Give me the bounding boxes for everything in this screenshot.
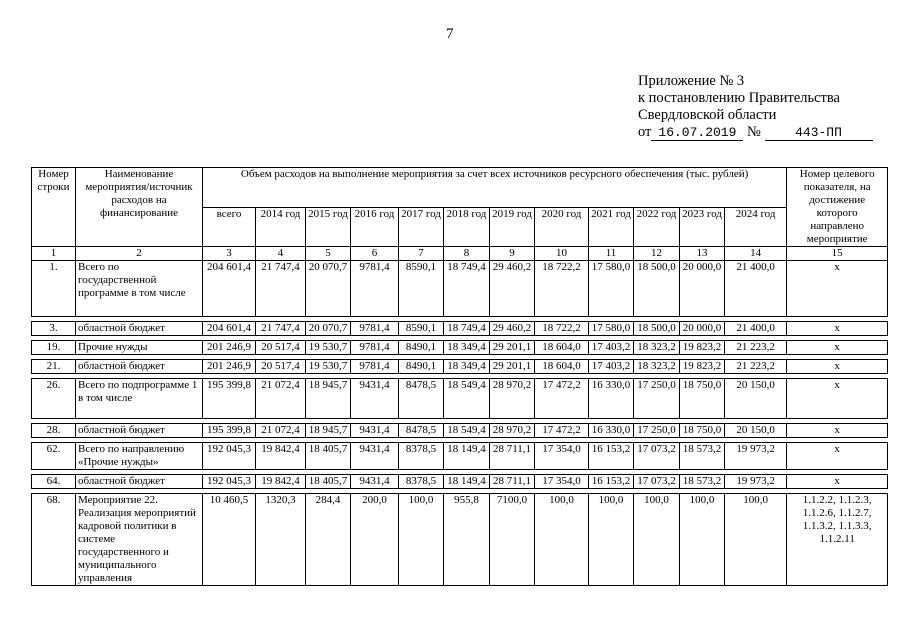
row-value: 18 604,0 bbox=[535, 360, 589, 374]
row-value: 19 973,2 bbox=[725, 443, 787, 470]
table-row bbox=[32, 424, 888, 438]
row-value: 28 711,1 bbox=[490, 475, 535, 489]
page-number: 7 bbox=[446, 26, 454, 42]
row-value: 21 400,0 bbox=[725, 261, 787, 317]
header-year: 2024 год bbox=[725, 207, 787, 247]
column-number: 11 bbox=[589, 247, 634, 261]
row-value: 9781,4 bbox=[351, 341, 399, 355]
header-year: 2020 год bbox=[535, 207, 589, 247]
header-year: 2016 год bbox=[351, 207, 399, 247]
row-number: 62. bbox=[32, 443, 76, 470]
row-value: 17 354,0 bbox=[535, 475, 589, 489]
row-value: 17 580,0 bbox=[589, 322, 634, 336]
row-number: 28. bbox=[32, 424, 76, 438]
table-row bbox=[32, 379, 888, 419]
row-value: 18 500,0 bbox=[634, 261, 680, 317]
row-name: Всего по направлению «Прочие нужды» bbox=[76, 443, 203, 470]
row-value: 1320,3 bbox=[256, 494, 306, 586]
row-value: 195 399,8 bbox=[203, 424, 256, 438]
row-value: 204 601,4 bbox=[203, 261, 256, 317]
row-value: 18 722,2 bbox=[535, 322, 589, 336]
column-number: 6 bbox=[351, 247, 399, 261]
number-prefix: № bbox=[747, 124, 761, 140]
row-value: 19 973,2 bbox=[725, 475, 787, 489]
row-value: 17 073,2 bbox=[634, 443, 680, 470]
row-value: 18 573,2 bbox=[680, 475, 725, 489]
table-row bbox=[32, 360, 888, 374]
expenditure-table bbox=[31, 167, 888, 586]
row-target: x bbox=[787, 322, 888, 336]
row-value: 20 000,0 bbox=[680, 261, 725, 317]
row-value: 8590,1 bbox=[399, 261, 444, 317]
row-value: 7100,0 bbox=[490, 494, 535, 586]
row-value: 100,0 bbox=[680, 494, 725, 586]
row-value: 18 405,7 bbox=[306, 475, 351, 489]
appendix-line2: к постановлению Правительства bbox=[638, 90, 840, 106]
header-year: 2015 год bbox=[306, 207, 351, 247]
column-number: 5 bbox=[306, 247, 351, 261]
row-name: областной бюджет bbox=[76, 475, 203, 489]
table-row bbox=[32, 494, 888, 586]
row-value: 18 405,7 bbox=[306, 443, 351, 470]
row-value: 17 472,2 bbox=[535, 379, 589, 419]
row-number: 3. bbox=[32, 322, 76, 336]
row-value: 284,4 bbox=[306, 494, 351, 586]
row-value: 29 201,1 bbox=[490, 360, 535, 374]
row-value: 17 250,0 bbox=[634, 424, 680, 438]
row-value: 8478,5 bbox=[399, 379, 444, 419]
row-value: 100,0 bbox=[725, 494, 787, 586]
row-value: 20 070,7 bbox=[306, 261, 351, 317]
header-year: 2018 год bbox=[444, 207, 490, 247]
table-row bbox=[32, 322, 888, 336]
row-name: Всего по государственной программе в том числе bbox=[76, 261, 203, 317]
row-number: 21. bbox=[32, 360, 76, 374]
row-value: 18 945,7 bbox=[306, 379, 351, 419]
row-value: 16 330,0 bbox=[589, 379, 634, 419]
row-value: 28 970,2 bbox=[490, 379, 535, 419]
row-value: 200,0 bbox=[351, 494, 399, 586]
row-value: 100,0 bbox=[399, 494, 444, 586]
header-year: 2023 год bbox=[680, 207, 725, 247]
header-name: Наименование мероприятия/источник расходов на финансирование bbox=[76, 168, 203, 247]
header-row-number: Номер строки bbox=[32, 168, 76, 247]
column-number: 10 bbox=[535, 247, 589, 261]
row-value: 17 250,0 bbox=[634, 379, 680, 419]
row-number: 64. bbox=[32, 475, 76, 489]
row-value: 18 349,4 bbox=[444, 360, 490, 374]
row-value: 19 530,7 bbox=[306, 341, 351, 355]
row-number: 68. bbox=[32, 494, 76, 586]
column-number: 3 bbox=[203, 247, 256, 261]
row-target: x bbox=[787, 341, 888, 355]
header-volume: Объем расходов на выполнение мероприятия за счет всех источников ресурсного обеспечения (тыс. рублей) bbox=[203, 168, 787, 208]
row-name: Всего по подпрограмме 1 в том числе bbox=[76, 379, 203, 419]
row-value: 18 722,2 bbox=[535, 261, 589, 317]
row-value: 201 246,9 bbox=[203, 341, 256, 355]
row-value: 20 150,0 bbox=[725, 379, 787, 419]
row-value: 18 573,2 bbox=[680, 443, 725, 470]
row-value: 955,8 bbox=[444, 494, 490, 586]
row-value: 9431,4 bbox=[351, 379, 399, 419]
header-year: 2014 год bbox=[256, 207, 306, 247]
row-name: областной бюджет bbox=[76, 322, 203, 336]
row-value: 20 070,7 bbox=[306, 322, 351, 336]
row-value: 8490,1 bbox=[399, 341, 444, 355]
row-number: 1. bbox=[32, 261, 76, 317]
row-value: 29 460,2 bbox=[490, 322, 535, 336]
row-value: 17 472,2 bbox=[535, 424, 589, 438]
row-value: 20 517,4 bbox=[256, 341, 306, 355]
header-year: 2019 год bbox=[490, 207, 535, 247]
row-target: x bbox=[787, 475, 888, 489]
row-value: 16 330,0 bbox=[589, 424, 634, 438]
row-target: 1.1.2.2, 1.1.2.3, 1.1.2.6, 1.1.2.7, 1.1.3.2, 1.1.3.3, 1.1.2.11 bbox=[787, 494, 888, 586]
row-value: 21 400,0 bbox=[725, 322, 787, 336]
row-value: 10 460,5 bbox=[203, 494, 256, 586]
row-value: 19 823,2 bbox=[680, 341, 725, 355]
decree-date: 16.07.2019 bbox=[651, 125, 743, 141]
column-number: 4 bbox=[256, 247, 306, 261]
column-number: 13 bbox=[680, 247, 725, 261]
row-value: 18 750,0 bbox=[680, 379, 725, 419]
row-name: Мероприятие 22. Реализация мероприятий кадровой политики в системе государственного и муниципального управления bbox=[76, 494, 203, 586]
row-value: 18 549,4 bbox=[444, 424, 490, 438]
row-value: 18 149,4 bbox=[444, 475, 490, 489]
row-value: 21 747,4 bbox=[256, 322, 306, 336]
row-value: 17 403,2 bbox=[589, 360, 634, 374]
row-value: 19 823,2 bbox=[680, 360, 725, 374]
row-value: 28 711,1 bbox=[490, 443, 535, 470]
appendix-block bbox=[638, 73, 888, 141]
row-value: 18 149,4 bbox=[444, 443, 490, 470]
row-value: 18 323,2 bbox=[634, 341, 680, 355]
header-year: 2022 год bbox=[634, 207, 680, 247]
row-value: 18 749,4 bbox=[444, 261, 490, 317]
row-value: 20 150,0 bbox=[725, 424, 787, 438]
header-year: 2017 год bbox=[399, 207, 444, 247]
row-target: x bbox=[787, 424, 888, 438]
row-value: 17 073,2 bbox=[634, 475, 680, 489]
row-value: 9431,4 bbox=[351, 424, 399, 438]
row-value: 9431,4 bbox=[351, 475, 399, 489]
appendix-line3: Свердловской области bbox=[638, 107, 777, 123]
row-value: 8590,1 bbox=[399, 322, 444, 336]
column-number: 12 bbox=[634, 247, 680, 261]
row-value: 29 460,2 bbox=[490, 261, 535, 317]
row-value: 19 842,4 bbox=[256, 443, 306, 470]
row-value: 18 749,4 bbox=[444, 322, 490, 336]
row-value: 18 349,4 bbox=[444, 341, 490, 355]
row-target: x bbox=[787, 443, 888, 470]
column-number: 7 bbox=[399, 247, 444, 261]
row-name: Прочие нужды bbox=[76, 341, 203, 355]
row-target: x bbox=[787, 379, 888, 419]
appendix-date-line bbox=[638, 124, 888, 141]
row-value: 21 072,4 bbox=[256, 379, 306, 419]
header-target: Номер целевого показателя, на достижение которого направлено мероприятие bbox=[787, 168, 888, 247]
row-value: 18 945,7 bbox=[306, 424, 351, 438]
row-value: 20 000,0 bbox=[680, 322, 725, 336]
row-value: 8378,5 bbox=[399, 475, 444, 489]
row-value: 16 153,2 bbox=[589, 475, 634, 489]
header-year: 2021 год bbox=[589, 207, 634, 247]
row-value: 16 153,2 bbox=[589, 443, 634, 470]
row-value: 19 842,4 bbox=[256, 475, 306, 489]
column-number: 8 bbox=[444, 247, 490, 261]
row-value: 100,0 bbox=[634, 494, 680, 586]
row-value: 21 223,2 bbox=[725, 360, 787, 374]
row-number: 26. bbox=[32, 379, 76, 419]
column-number: 2 bbox=[76, 247, 203, 261]
decree-number: 443-ПП bbox=[765, 125, 873, 141]
row-name: областной бюджет bbox=[76, 424, 203, 438]
row-value: 18 500,0 bbox=[634, 322, 680, 336]
column-number: 1 bbox=[32, 247, 76, 261]
appendix-line1: Приложение № 3 bbox=[638, 73, 745, 89]
row-value: 8490,1 bbox=[399, 360, 444, 374]
row-value: 204 601,4 bbox=[203, 322, 256, 336]
row-value: 19 530,7 bbox=[306, 360, 351, 374]
row-value: 192 045,3 bbox=[203, 475, 256, 489]
row-value: 195 399,8 bbox=[203, 379, 256, 419]
row-value: 201 246,9 bbox=[203, 360, 256, 374]
column-number: 14 bbox=[725, 247, 787, 261]
row-value: 17 403,2 bbox=[589, 341, 634, 355]
row-value: 100,0 bbox=[535, 494, 589, 586]
row-value: 29 201,1 bbox=[490, 341, 535, 355]
row-value: 8378,5 bbox=[399, 443, 444, 470]
row-value: 18 549,4 bbox=[444, 379, 490, 419]
row-value: 9781,4 bbox=[351, 322, 399, 336]
row-value: 20 517,4 bbox=[256, 360, 306, 374]
row-value: 28 970,2 bbox=[490, 424, 535, 438]
row-target: x bbox=[787, 360, 888, 374]
row-number: 19. bbox=[32, 341, 76, 355]
row-value: 18 323,2 bbox=[634, 360, 680, 374]
table-row bbox=[32, 341, 888, 355]
table-row bbox=[32, 443, 888, 470]
row-target: x bbox=[787, 261, 888, 317]
row-value: 21 223,2 bbox=[725, 341, 787, 355]
row-value: 18 750,0 bbox=[680, 424, 725, 438]
table-row bbox=[32, 261, 888, 317]
row-value: 9781,4 bbox=[351, 261, 399, 317]
row-value: 8478,5 bbox=[399, 424, 444, 438]
header-total: всего bbox=[203, 207, 256, 247]
row-name: областной бюджет bbox=[76, 360, 203, 374]
row-value: 9781,4 bbox=[351, 360, 399, 374]
row-value: 17 354,0 bbox=[535, 443, 589, 470]
row-value: 100,0 bbox=[589, 494, 634, 586]
table-row bbox=[32, 475, 888, 489]
row-value: 21 072,4 bbox=[256, 424, 306, 438]
row-value: 17 580,0 bbox=[589, 261, 634, 317]
row-value: 192 045,3 bbox=[203, 443, 256, 470]
row-value: 18 604,0 bbox=[535, 341, 589, 355]
column-number: 9 bbox=[490, 247, 535, 261]
column-number: 15 bbox=[787, 247, 888, 261]
row-value: 9431,4 bbox=[351, 443, 399, 470]
row-value: 21 747,4 bbox=[256, 261, 306, 317]
date-prefix: от bbox=[638, 124, 652, 140]
